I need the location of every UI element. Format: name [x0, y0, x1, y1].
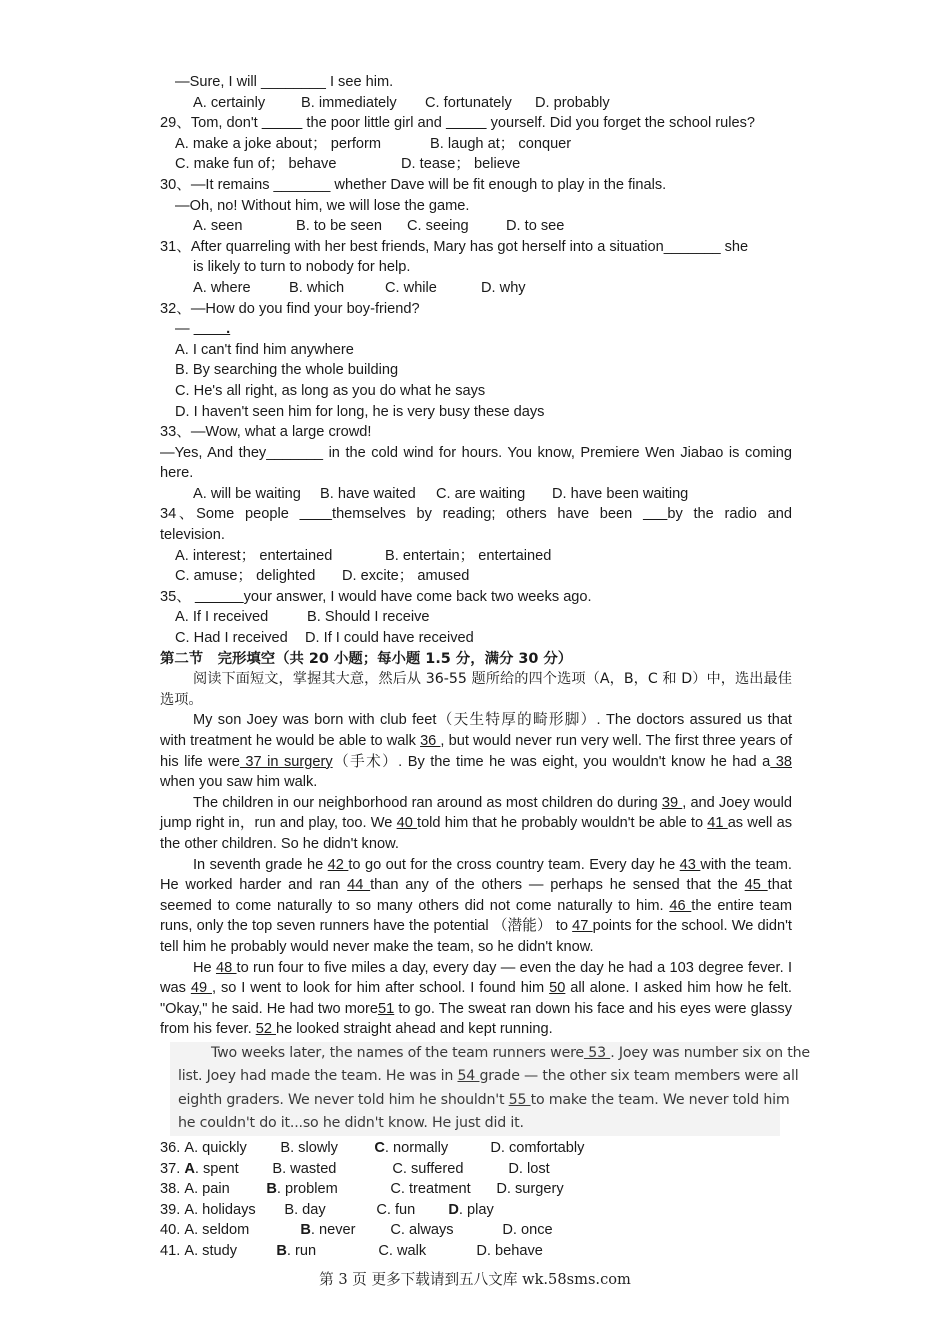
page-footer: 第 3 页 更多下载请到五八文库 wk.58sms.com [319, 1271, 631, 1288]
option: D. to see [506, 218, 565, 235]
option [272, 1159, 392, 1180]
option: B. laugh at； conquer [430, 135, 572, 152]
option [392, 1159, 508, 1180]
scan-line [178, 1089, 790, 1113]
text: list. Joey had made the team. He was in [178, 1068, 458, 1085]
blank: 52 [255, 1021, 276, 1038]
option: B. immediately [301, 94, 397, 111]
option-letter: B [266, 1181, 277, 1198]
blank: 51 [378, 1000, 395, 1017]
option: C. make fun of； behave [175, 156, 337, 173]
option [280, 1138, 374, 1159]
option: D. excite； amused [342, 568, 470, 585]
option-text: . play [458, 1201, 494, 1218]
scanned-paragraph-image [170, 1042, 810, 1136]
option: A. interest； entertained [175, 547, 333, 564]
option-letter: A. seldom [184, 1222, 250, 1239]
option: A. seen [193, 218, 243, 235]
q30-options [160, 216, 792, 237]
option: B. By searching the whole building [175, 362, 399, 379]
option-letter: A. holidays [184, 1201, 256, 1218]
option: C. while [385, 279, 437, 296]
option: B. entertain； entertained [385, 547, 552, 564]
answer-row [160, 1138, 792, 1159]
text: , but would never run very well. The first three years of his life were [160, 733, 793, 770]
blank: 49 [190, 980, 212, 997]
question-number: 41. [160, 1242, 185, 1259]
option: D. If I could have received [305, 630, 474, 647]
option [184, 1179, 266, 1200]
option: A. make a joke about； perform [175, 135, 382, 152]
option-text: . problem [276, 1181, 338, 1198]
option-letter: A [184, 1160, 195, 1177]
option-letter: B. wasted [272, 1160, 337, 1177]
option: D. have been waiting [552, 485, 689, 502]
text: as well as the other children. So he didn't know. [160, 815, 793, 852]
q35-options-row1 [160, 607, 792, 628]
q28-stem: —Sure, I will ________ I see him. [175, 74, 394, 90]
text: The children in our neighborhood ran around as most children do during [193, 794, 662, 811]
blank: 37 in surgery [239, 753, 333, 770]
option [490, 1138, 584, 1159]
blank: 47 [572, 918, 593, 935]
text: told him that he probably wouldn't be able to [417, 815, 708, 832]
blank: 45 [744, 877, 768, 894]
option: A. I can't find him anywhere [175, 341, 354, 358]
option [508, 1159, 549, 1180]
answer-row [160, 1159, 792, 1180]
answer-options [160, 1138, 792, 1262]
text: My son Joey was born with club feet（天生特厚的畸形脚）. The doctors assured us that with treatment he would be able to walk [160, 712, 792, 749]
text: 34、Some people [160, 506, 300, 523]
text: to make the team. We never told him [530, 1091, 790, 1108]
text: when you saw him walk. [160, 774, 318, 791]
text: yourself. Did you forget the school rules? [486, 115, 756, 132]
question-number: 40. [160, 1222, 185, 1239]
q30-reply [160, 196, 792, 217]
option-text: . never [310, 1222, 356, 1239]
q32-reply [160, 319, 792, 340]
option: B. to be seen [296, 218, 383, 235]
question-number: 36. [160, 1139, 185, 1156]
option [184, 1241, 276, 1262]
q35-options-row2 [160, 628, 792, 649]
blank: 53 [583, 1044, 611, 1061]
text: —Yes, And they_______ in the cold wind for hours. You know, Premiere Wen Jiabao is coming here. [160, 444, 792, 482]
question-number: 38. [160, 1181, 185, 1198]
option [390, 1179, 496, 1200]
option [476, 1241, 543, 1262]
option [184, 1159, 272, 1180]
text: 32、—How do you find your boy-friend? [160, 300, 420, 317]
option: B. which [289, 279, 345, 296]
q34-options-row2 [160, 566, 792, 587]
text: 30、—It remains _______ whether Dave will be fit enough to play in the finals. [160, 176, 667, 193]
scan-line [178, 1065, 799, 1089]
option: A. where [193, 279, 251, 296]
text: Two weeks later, the names of the team runners were [211, 1044, 584, 1061]
q32-stem [160, 299, 792, 320]
text: he looked straight ahead and kept running. [276, 1021, 553, 1038]
text: eighth graders. We never told him he shouldn't [178, 1091, 509, 1108]
blank: _____ [445, 115, 487, 132]
blank: 36 [420, 733, 441, 749]
text: He [193, 959, 216, 976]
text: . Joey was number six on the [610, 1044, 810, 1061]
passage-paragraph-4 [160, 958, 792, 1040]
q28-line [160, 72, 792, 93]
q31-stem [160, 237, 792, 258]
option [184, 1220, 300, 1241]
option: B. have waited [320, 485, 416, 502]
option-letter: C [374, 1139, 385, 1156]
q31-stem-cont [160, 257, 792, 278]
text: , so I went to look for him after school. I found him [212, 980, 550, 997]
blank: 50 [549, 980, 566, 997]
text: to go out for the cross country team. Every day he [348, 856, 680, 873]
option-letter: B. slowly [280, 1139, 338, 1156]
option: A. If I received [175, 609, 269, 626]
option: C. fortunately [425, 94, 512, 111]
option-letter: A. pain [184, 1181, 230, 1198]
text: grade — the other six team members were all [479, 1068, 799, 1085]
option: D. I haven't seen him for long, he is very busy these days [175, 403, 545, 420]
question-number: 37. [160, 1160, 185, 1177]
scan-line [178, 1042, 810, 1066]
option: B. Should I receive [307, 609, 430, 626]
text: he couldn't do it...so he didn't know. He just did it. [178, 1115, 524, 1132]
answer-row [160, 1200, 792, 1221]
blank: ___ [642, 506, 668, 523]
option-letter: D. behave [476, 1242, 543, 1259]
blank: ____. [193, 321, 231, 338]
q35-stem [160, 587, 792, 608]
question-number: 39. [160, 1201, 185, 1218]
text: 31、After quarreling with her best friends, Mary has got herself into a situation_______ she [160, 238, 749, 255]
option: A. will be waiting [193, 485, 301, 502]
option: C. are waiting [436, 485, 526, 502]
option: C. Had I received [175, 630, 288, 647]
text: 35、 [160, 588, 195, 605]
option [184, 1200, 284, 1221]
text: to go. The sweat ran down his face and his eyes were glassy from his fever. [160, 1000, 792, 1038]
section-heading: 第二节 完形填空（共 20 小题；每小题 1.5 分，满分 30 分） [160, 650, 573, 667]
option [266, 1179, 390, 1200]
option [448, 1200, 493, 1221]
blank: ____ [299, 506, 333, 523]
text: the poor little girl and [302, 115, 446, 132]
text: 33、—Wow, what a large crowd! [160, 424, 372, 441]
text: with the team. He worked harder and ran [160, 856, 792, 894]
option-letter: C. treatment [390, 1181, 471, 1198]
text: than any of the others — perhaps he sensed that the [370, 877, 745, 894]
option [300, 1220, 390, 1241]
option [378, 1241, 476, 1262]
option [374, 1138, 490, 1159]
blank: 44 [347, 877, 371, 894]
option: A. certainly [193, 94, 266, 111]
option-letter: C. fun [376, 1201, 416, 1218]
q28-options [160, 93, 792, 114]
document-page [160, 72, 810, 1261]
q33-reply [160, 443, 792, 484]
answer-row [160, 1220, 792, 1241]
text: all alone. I asked him how he felt. "Okay," he said. He had two more [160, 980, 792, 1017]
text: to run four to five miles a day, every day — even the day he had a 103 degree fever. I was [160, 959, 792, 997]
blank: 46 [669, 897, 692, 914]
q34-options-row1 [160, 546, 792, 567]
section-instruction: 阅读下面短文，掌握其大意，然后从 36-55 题所给的四个选项（A，B，C 和 D）中，选出最佳选项。 [160, 671, 792, 708]
option: D. probably [535, 94, 610, 111]
q31-options [160, 278, 792, 299]
option-text: . spent [194, 1160, 239, 1177]
option [284, 1200, 376, 1221]
answer-row [160, 1241, 792, 1262]
blank: 54 [457, 1068, 480, 1085]
option [184, 1138, 280, 1159]
q34-stem [160, 504, 792, 545]
option-text: . normally [384, 1139, 449, 1156]
text: your answer, I would have come back two weeks ago. [243, 588, 592, 605]
text: by the radio and television. [160, 506, 792, 544]
option: D. why [481, 279, 526, 296]
blank: 38 [770, 753, 792, 770]
blank: _____ [261, 115, 303, 132]
option-letter: C. suffered [392, 1160, 464, 1177]
text: 29、Tom, don't [160, 115, 262, 132]
q30-stem [160, 175, 792, 196]
blank: 42 [327, 856, 349, 873]
q33-stem [160, 422, 792, 443]
option-letter: D. lost [508, 1160, 550, 1177]
text: the entire team runs, only the top seven runners have the potential （潜能） to [160, 897, 792, 935]
option-letter: B [276, 1242, 287, 1259]
option: C. seeing [407, 218, 469, 235]
option [376, 1200, 448, 1221]
option-letter: B [300, 1222, 311, 1239]
text: In seventh grade he [193, 856, 328, 873]
text: that seemed to come naturally to so many others did not come naturally to him. [160, 877, 792, 914]
option [390, 1220, 502, 1241]
option [276, 1241, 378, 1262]
blank: 48 [215, 959, 237, 976]
option-letter: D [448, 1201, 459, 1218]
blank: 39 [661, 794, 683, 811]
option: D. tease； believe [401, 156, 521, 173]
scan-line [178, 1112, 772, 1136]
option: C. He's all right, as long as you do what he says [175, 382, 486, 399]
text: —Oh, no! Without him, we will lose the game. [175, 197, 470, 214]
option-letter: D. surgery [496, 1181, 564, 1198]
text: — [175, 321, 194, 338]
option-letter: A. quickly [184, 1139, 247, 1156]
blank: 55 [508, 1091, 531, 1108]
blank: 40 [396, 815, 418, 832]
option-letter: B. day [284, 1201, 326, 1218]
answer-row [160, 1179, 792, 1200]
passage-paragraph-3 [160, 855, 792, 958]
q29-options-row2 [160, 154, 792, 175]
q29-stem [160, 113, 792, 134]
blank: ______ [194, 588, 244, 605]
text: （手术）. By the time he was eight, you wouldn't know he had a [332, 753, 771, 770]
blank: 41 [707, 815, 728, 832]
option-letter: C. always [390, 1222, 454, 1239]
q29-options-row1 [160, 134, 792, 155]
option-text: . run [286, 1242, 317, 1259]
option-letter: C. walk [378, 1242, 427, 1259]
option-letter: A. study [184, 1242, 238, 1259]
option [496, 1179, 563, 1200]
text: themselves by reading; others have been [332, 506, 643, 523]
blank: 43 [679, 856, 701, 873]
passage-paragraph-2 [160, 793, 792, 855]
option [502, 1220, 552, 1241]
option-letter: D. comfortably [490, 1139, 585, 1156]
q33-options [160, 484, 792, 505]
text: points for the school. We didn't tell him he probably would never make the team, so he didn't know. [160, 918, 792, 955]
text: , and Joey would jump right in，run and play, too. We [160, 794, 792, 832]
option-letter: D. once [502, 1222, 553, 1239]
option: C. amuse； delighted [175, 568, 316, 585]
text: is likely to turn to nobody for help. [193, 259, 411, 276]
passage-paragraph-1 [160, 710, 792, 792]
